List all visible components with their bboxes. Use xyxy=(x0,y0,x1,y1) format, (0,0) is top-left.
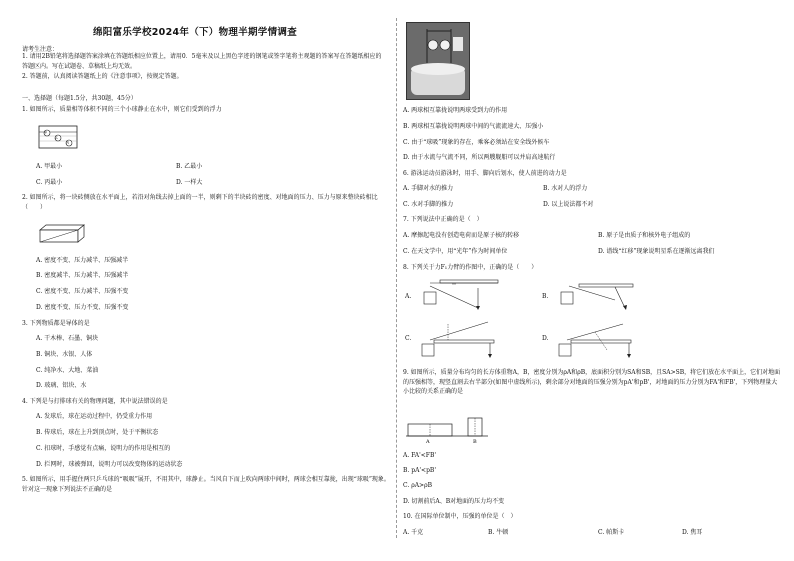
q3-option-a[interactable]: A. 干木棒、石墨、铜块 xyxy=(36,335,99,342)
q4-option-a[interactable]: A. 发球后，球在运动过程中，仍受重力作用 xyxy=(36,413,153,420)
q2-option-c[interactable]: C. 密度不变、压力减半、压强不变 xyxy=(36,288,129,295)
section-heading: 一、选择题（每题1.5分，共30题，45分） xyxy=(22,95,137,102)
q10-option-a[interactable]: A. 千克 xyxy=(403,529,424,536)
notice-item-2: 2. 答题前，认真阅读答题纸上的《注意事项》，按规定答题。 xyxy=(22,73,183,80)
floating-balls-figure xyxy=(38,124,78,150)
q4-option-c[interactable]: C. 扣球时，手感觉有点痛，说明力的作用是相互的 xyxy=(36,445,171,452)
lever-figure-c xyxy=(418,320,500,358)
q6-option-d[interactable]: D. 以上说法都不对 xyxy=(543,201,594,208)
q6-option-c[interactable]: C. 水对手脚的推力 xyxy=(403,201,454,208)
block-label-a: A xyxy=(426,439,430,444)
q1-option-b[interactable]: B. 乙最小 xyxy=(176,163,203,170)
notice-item-1: 1. 请用2B铅笔将选择题答案涂填在答题纸相应位置上，请用0．5毫米及以上黑色字迹的钢笔或签字笔将主观题的答案写在答题纸相应的答题区内。写在试题卷、草稿纸上均无效。 xyxy=(22,53,382,70)
label-jia: 甲 xyxy=(44,130,48,135)
q1-stem: 1. 如图所示，质量相等体积不同的三个小球静止在水中，则它们受到的浮力 xyxy=(22,106,222,113)
page-title: 绵阳富乐学校2024年（下）物理半期学情调查 xyxy=(92,27,298,38)
q5-stem: 5. 如图所示，用手握住两只乒乓球的“吸吸”展开，不用其中，球静止。当风自下而上吹向两球中间时，两球会相互靠拢，出现“球吸”现象。针对这一现象下列说法不正确的是 xyxy=(22,476,390,493)
q1-option-d[interactable]: D. 一样大 xyxy=(176,179,203,186)
q7-stem: 7. 下列说法中正确的是（ ） xyxy=(403,216,483,223)
q8-stem: 8. 下列关于力F₁力臂的作图中，正确的是（ ） xyxy=(403,264,538,271)
q2-option-a[interactable]: A. 密度不变、压力减半、压强减半 xyxy=(36,257,129,264)
q7-option-b[interactable]: B. 原子是由质子和核外电子组成的 xyxy=(598,232,691,239)
q7-option-a[interactable]: A. 摩擦起电没有创造电荷而是原子核的转移 xyxy=(403,232,520,239)
lever-figure-a xyxy=(418,278,500,314)
q9-stem: 9. 如图所示，质量分布均匀的长方体重物A，B，密度分别为ρA和ρB，底面积分别为SA和SB，且SA>SB，将它们放在水平面上，它们对地面的压强相等，现竖直割去右半部分(如图中虚线所示)，剩余部分对地面的压强分别为pA'和pB'，对地面的压力分别为FA'和FB'，下列物理量大小比较的关系正确的是 xyxy=(403,369,781,395)
q10-option-b[interactable]: B. 牛顿 xyxy=(488,529,509,536)
q5-option-b[interactable]: B. 两球相互靠拢说明两球中间的气流流速大、压强小 xyxy=(403,123,544,130)
q7-option-d[interactable]: D. 谱线“红移”现象说明星系在逐渐远离我们 xyxy=(598,248,715,255)
q2-option-b[interactable]: B. 密度减半、压力减半、压强减半 xyxy=(36,272,129,279)
lever-figure-b xyxy=(555,278,637,314)
q8-option-a[interactable]: A. xyxy=(405,293,412,300)
lever-figure-d xyxy=(555,320,637,358)
q2-stem: 2. 如图所示，将一块砖侧放在水平面上，若沿对角线去掉上面的一半，则剩下的半块砖的密度、对地面的压力、压力与原来整块砖相比（ ） xyxy=(22,194,378,211)
q7-option-c[interactable]: C. 在天文学中，用“光年”作为时间单位 xyxy=(403,248,508,255)
q5-option-c[interactable]: C. 由于“球吸”现象的存在，乘客必须站在安全线外候车 xyxy=(403,139,550,146)
q6-option-b[interactable]: B. 水对人的浮力 xyxy=(543,185,588,192)
q10-option-c[interactable]: C. 帕斯卡 xyxy=(598,529,625,536)
q4-option-d[interactable]: D. 拦网时，球被弹回，说明力可以改变物体的运动状态 xyxy=(36,461,183,468)
q1-option-a[interactable]: A. 甲最小 xyxy=(36,163,63,170)
q6-option-a[interactable]: A. 手脚对水的推力 xyxy=(403,185,454,192)
q2-option-d[interactable]: D. 密度不变、压力不变、压强不变 xyxy=(36,304,129,311)
q9-option-d[interactable]: D. 切割前后A、B对地面的压力均不变 xyxy=(403,498,505,505)
brick-figure xyxy=(38,224,86,244)
q8-option-c[interactable]: C. xyxy=(405,335,412,342)
q8-option-d[interactable]: D. xyxy=(542,335,549,342)
q10-stem: 10. 在国际单位制中，压强的单位是（ ） xyxy=(403,513,517,520)
q6-stem: 6. 游泳运动员游泳时，用手、脚向后划水，使人前进的动力是 xyxy=(403,170,567,177)
column-divider xyxy=(396,18,397,538)
block-label-b: B xyxy=(473,439,477,444)
q1-option-c[interactable]: C. 丙最小 xyxy=(36,179,63,186)
photo-balls-figure xyxy=(406,22,470,100)
blocks-figure xyxy=(406,414,490,444)
q4-stem: 4. 下列是与打排球有关的物理问题，其中说法错误的是 xyxy=(22,398,168,405)
q9-option-a[interactable]: A. FA'<FB' xyxy=(403,452,437,459)
q8-option-b[interactable]: B. xyxy=(542,293,549,300)
q3-stem: 3. 下列物质都是导体的是 xyxy=(22,320,90,327)
q10-option-d[interactable]: D. 焦耳 xyxy=(682,529,703,536)
notice-heading: 请考生注意： xyxy=(22,46,59,53)
q9-option-b[interactable]: B. pA'<pB' xyxy=(403,467,436,474)
q3-option-d[interactable]: D. 玻璃、铝块、水 xyxy=(36,382,87,389)
q3-option-b[interactable]: B. 铜块、水银、人体 xyxy=(36,351,93,358)
q9-option-c[interactable]: C. ρA>ρB xyxy=(403,482,433,489)
q5-option-d[interactable]: D. 由于水流与气流不同，所以两艘舰船可以并肩高速航行 xyxy=(403,154,556,161)
q4-option-b[interactable]: B. 传球后，球在上升到顶点时，处于平衡状态 xyxy=(36,429,159,436)
q3-option-c[interactable]: C. 纯净水、大地、菜油 xyxy=(36,367,99,374)
q5-option-a[interactable]: A. 两球相互靠拢说明两球受到力的作用 xyxy=(403,107,508,114)
label-bing: 丙 xyxy=(66,140,70,145)
label-yi: 乙 xyxy=(55,135,59,140)
